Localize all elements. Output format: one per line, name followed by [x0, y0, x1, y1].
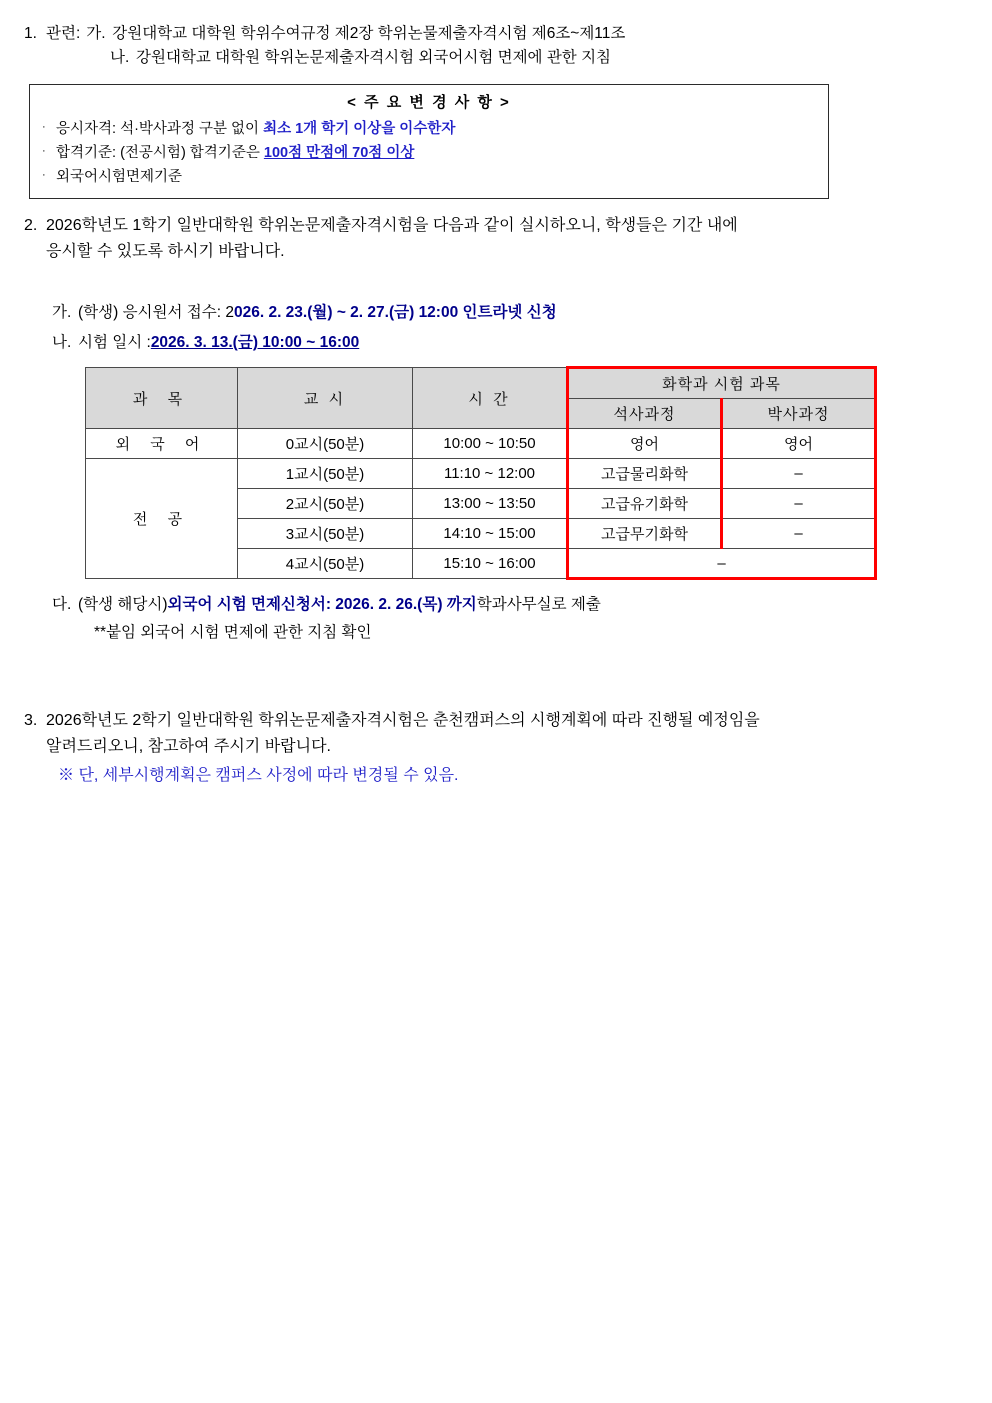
exam-announcement-block — [24, 213, 954, 264]
cell-time: 14:10 ~ 15:00 — [413, 519, 568, 549]
change-item-plain: 외국어시험면제기준 — [56, 168, 183, 185]
major-changes-box — [29, 84, 829, 199]
item2-line1-text: 2026학년도 1학기 일반대학원 학위논문제출자격시험을 다음과 같이 실시하오니, 학생들은 기간 내에 — [46, 217, 738, 234]
major-changes-item — [40, 118, 818, 142]
item3-number: 3. — [24, 712, 38, 729]
item1-b-marker: 나. — [110, 49, 130, 67]
cell-master-subject: 고급유기화학 — [568, 489, 722, 519]
related-regulations-block — [24, 22, 964, 70]
exam-schedule-table — [85, 366, 877, 580]
cell-period: 3교시(50분) — [238, 519, 413, 549]
cell-subject-foreign: 외 국 어 — [86, 429, 238, 459]
cell-time: 11:10 ~ 12:00 — [413, 459, 568, 489]
sub-na-marker: 나. — [52, 334, 72, 351]
major-changes-item — [40, 166, 818, 190]
header-dept-group: 화학과 시험 과목 — [568, 368, 876, 399]
cell-doctor-subject: – — [722, 519, 876, 549]
change-item-plain: 합격기준: (전공시험) 합격기준은 — [56, 144, 264, 161]
sub-da-post: 학과사무실로 제출 — [476, 596, 601, 613]
cell-period: 1교시(50분) — [238, 459, 413, 489]
exemption-application-line — [52, 592, 601, 642]
item2-number: 2. — [24, 217, 38, 234]
sub-da-marker: 다. — [52, 596, 72, 613]
item3-line2: 알려드리오니, 참고하여 주시기 바랍니다. — [46, 737, 331, 755]
sub-da-main — [52, 592, 601, 614]
cell-period: 4교시(50분) — [238, 549, 413, 579]
change-item-plain: 응시자격: 석·박사과정 구분 없이 — [56, 121, 264, 137]
item1-line-b — [24, 46, 964, 70]
item1-a-marker: 가. — [86, 25, 106, 42]
sub-ga-pre: (학생) 응시원서 접수: 2 — [78, 304, 234, 321]
item2-line1 — [24, 213, 954, 239]
sub-ga-emphasis: 026. 2. 23.(월) ~ 2. 27.(금) 12:00 인트라넷 신청 — [233, 304, 557, 321]
cell-time: 10:00 ~ 10:50 — [413, 429, 568, 459]
header-period: 교 시 — [238, 368, 413, 429]
sub-da-note: **붙임 외국어 시험 면제에 관한 지침 확인 — [94, 624, 372, 641]
item1-a-text: 강원대학교 대학원 학위수여규정 제2장 학위논물제출자격시험 제6조~제11조 — [112, 25, 626, 42]
cell-time: 13:00 ~ 13:50 — [413, 489, 568, 519]
cell-period: 0교시(50분) — [238, 429, 413, 459]
second-semester-notice-block — [24, 708, 964, 789]
item3-line1-text: 2026학년도 2학기 일반대학원 학위논문제출자격시험은 춘천캠퍼스의 시행계획에 따라 진행될 예정임을 — [46, 712, 760, 729]
cell-merged-dash: – — [568, 549, 876, 579]
header-time: 시 간 — [413, 368, 568, 429]
sub-da-pre: (학생 해당시) — [78, 596, 168, 613]
cell-master-subject: 고급물리화학 — [568, 459, 722, 489]
item1-number: 1. — [24, 25, 37, 42]
header-master: 석사과정 — [568, 399, 722, 429]
item3-line3-note: ※ 단, 세부시행계획은 캠퍼스 사정에 따라 변경될 수 있음. — [58, 767, 459, 785]
cell-master-subject: 영어 — [568, 429, 722, 459]
major-changes-item — [40, 142, 818, 166]
exam-datetime-line — [52, 330, 359, 352]
major-changes-list — [40, 118, 818, 190]
sub-ga-marker: 가. — [52, 304, 72, 321]
item1-b-text: 강원대학교 대학원 학위논문제출자격시험 외국어시험 면제에 관한 지침 — [136, 49, 612, 67]
sub-na-emphasis: 2026. 3. 13.(금) 10:00 ~ 16:00 — [150, 334, 360, 351]
bullet-icon: · — [42, 168, 46, 181]
cell-subject-major: 전 공 — [86, 459, 238, 579]
sub-da-emphasis: 외국어 시험 면제신청서: 2026. 2. 26.(목) 까지 — [167, 596, 477, 613]
bullet-icon: · — [42, 121, 46, 133]
table-row — [86, 429, 876, 459]
table-row — [86, 459, 876, 489]
sub-na-pre: 시험 일시 : — [78, 334, 151, 351]
cell-period: 2교시(50분) — [238, 489, 413, 519]
bullet-icon: · — [42, 144, 46, 157]
item1-line-a — [24, 22, 964, 46]
application-period-line — [52, 300, 557, 322]
cell-doctor-subject: – — [722, 459, 876, 489]
cell-time: 15:10 ~ 16:00 — [413, 549, 568, 579]
table-header-row-1 — [86, 368, 876, 399]
change-item-emphasis: 최소 1개 학기 이상을 이수한자 — [263, 121, 456, 137]
major-changes-title: < 주 요 변 경 사 항 > — [347, 94, 511, 111]
item2-line2: 응시할 수 있도록 하시기 바랍니다. — [46, 242, 285, 260]
cell-doctor-subject: – — [722, 489, 876, 519]
cell-master-subject: 고급무기화학 — [568, 519, 722, 549]
item1-label: 관련: — [46, 25, 81, 42]
cell-doctor-subject: 영어 — [722, 429, 876, 459]
change-item-emphasis: 100점 만점에 70점 이상 — [263, 144, 415, 161]
header-doctor: 박사과정 — [722, 399, 876, 429]
header-subject: 과 목 — [86, 368, 238, 429]
item3-line1 — [24, 708, 964, 734]
